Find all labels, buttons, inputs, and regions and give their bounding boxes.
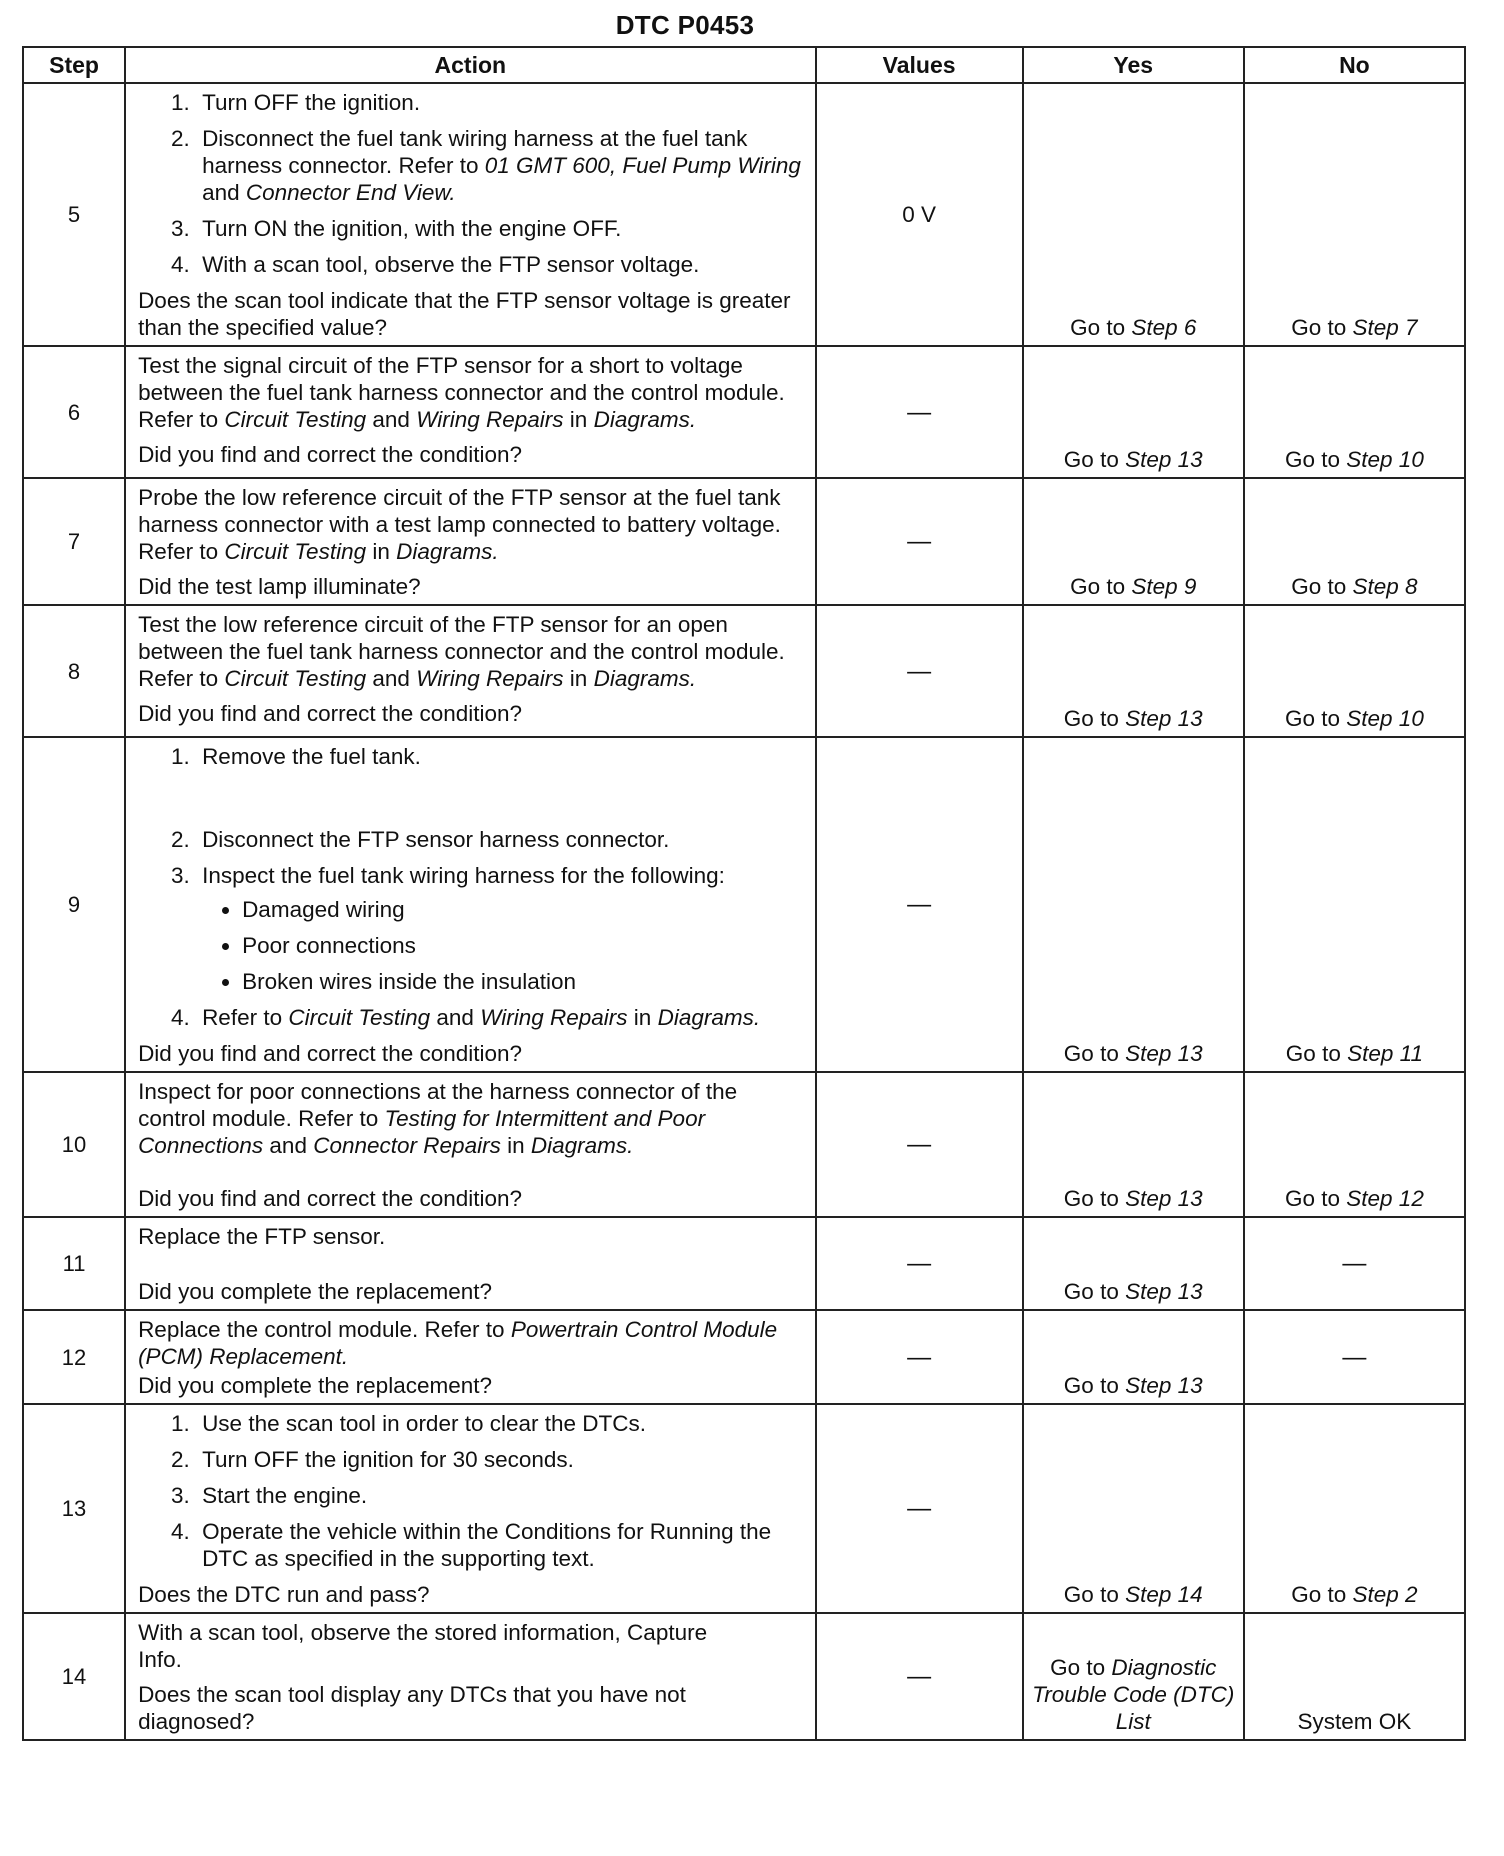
- value-cell: —: [816, 1613, 1023, 1740]
- no-cell: System OK: [1244, 1613, 1465, 1740]
- table-row-step-7: [23, 478, 1465, 605]
- action-text: Test the signal circuit of the FTP sensor for a short to voltage between the fuel tank harness connector and the control module. Refer to Circuit Testing and Wiring Repairs in Diagrams.: [138, 353, 785, 432]
- action-text: Replace the FTP sensor.: [138, 1224, 386, 1249]
- list-item: • Broken wires inside the insulation: [242, 968, 806, 995]
- list-item: 1. Remove the fuel tank.: [196, 743, 806, 770]
- header-values: Values: [816, 47, 1023, 83]
- question-text: Does the scan tool display any DTCs that you have not diagnosed?: [138, 1682, 686, 1734]
- yes-cell: Go to Step 6: [1023, 83, 1244, 346]
- header-no: No: [1244, 47, 1465, 83]
- step-number: 5: [23, 83, 125, 346]
- no-cell: Go to Step 11: [1244, 737, 1465, 1072]
- step-number: 6: [23, 346, 125, 478]
- table-row-step-13: [23, 1404, 1465, 1613]
- step-link[interactable]: Step 8: [1352, 574, 1418, 599]
- yes-cell: Go to Step 13: [1023, 737, 1244, 1072]
- question-text: Does the DTC run and pass?: [138, 1582, 430, 1607]
- list-item: 4. Operate the vehicle within the Conditions for Running the DTC as specified in the supporting text.: [196, 1518, 806, 1572]
- table-row-step-12: [23, 1310, 1465, 1404]
- yes-cell: Go to Diagnostic Trouble Code (DTC) List: [1023, 1613, 1244, 1740]
- action-cell: [125, 605, 815, 737]
- action-cell: [125, 83, 815, 346]
- step-number: 9: [23, 737, 125, 1072]
- table-row-step-9: [23, 737, 1465, 1072]
- instruction-list: [138, 1410, 806, 1572]
- list-item: • Poor connections: [242, 932, 806, 959]
- step-number: 14: [23, 1613, 125, 1740]
- step-link[interactable]: Step 11: [1347, 1041, 1423, 1066]
- step-link[interactable]: Step 6: [1131, 315, 1197, 340]
- question-text: Did you find and correct the condition?: [138, 701, 523, 726]
- step-number: 8: [23, 605, 125, 737]
- step-link[interactable]: Step 2: [1352, 1582, 1418, 1607]
- step-number: 10: [23, 1072, 125, 1217]
- step-link[interactable]: Step 9: [1131, 574, 1197, 599]
- step-link[interactable]: Step 14: [1125, 1582, 1203, 1607]
- action-cell: [125, 1072, 815, 1217]
- header-step: Step: [23, 47, 125, 83]
- list-item: 1. Turn OFF the ignition.: [196, 89, 806, 116]
- action-cell: [125, 1310, 815, 1404]
- diagnostic-table: [22, 46, 1466, 1741]
- action-text: With a scan tool, observe the stored information, Capture Info.: [138, 1620, 708, 1672]
- question-text: Did you find and correct the condition?: [138, 1186, 523, 1211]
- list-item: 3. Start the engine.: [196, 1482, 806, 1509]
- step-link[interactable]: Diagnostic Trouble Code (DTC) List: [1032, 1655, 1235, 1734]
- header-yes: Yes: [1023, 47, 1244, 83]
- value-cell: —: [816, 1072, 1023, 1217]
- action-text: Inspect for poor connections at the harness connector of the control module. Refer to Testing for Intermittent and Poor Connections and Connector Repairs in Diagrams.: [138, 1079, 738, 1158]
- step-link[interactable]: Step 12: [1346, 1186, 1424, 1211]
- instruction-list: [138, 743, 806, 1031]
- list-item: 2. Disconnect the FTP sensor harness connector.: [196, 826, 806, 853]
- step-link[interactable]: Step 13: [1125, 1373, 1203, 1398]
- step-number: 13: [23, 1404, 125, 1613]
- bullet-list: [202, 896, 806, 995]
- list-item: • Damaged wiring: [242, 896, 806, 923]
- header-row: [23, 47, 1465, 83]
- list-item: 4. Refer to Circuit Testing and Wiring Repairs in Diagrams.: [196, 1004, 806, 1031]
- step-link[interactable]: Step 13: [1125, 1041, 1203, 1066]
- no-cell: Go to Step 10: [1244, 346, 1465, 478]
- no-cell: Go to Step 7: [1244, 83, 1465, 346]
- list-item: 1. Use the scan tool in order to clear the DTCs.: [196, 1410, 806, 1437]
- question-text: Did you find and correct the condition?: [138, 1041, 523, 1066]
- action-cell: [125, 1404, 815, 1613]
- action-text: Probe the low reference circuit of the FTP sensor at the fuel tank harness connector with a test lamp connected to battery voltage. Refer to Circuit Testing in Diagrams.: [138, 485, 781, 564]
- list-item: 3. Inspect the fuel tank wiring harness for the following: • Damaged wiring • Poor connections • Broken wires inside the insulation: [196, 862, 806, 995]
- no-cell: Go to Step 10: [1244, 605, 1465, 737]
- value-cell: —: [816, 1404, 1023, 1613]
- value-cell: —: [816, 605, 1023, 737]
- yes-cell: Go to Step 13: [1023, 1217, 1244, 1310]
- value-cell: —: [816, 346, 1023, 478]
- table-row-step-11: [23, 1217, 1465, 1310]
- value-cell: —: [816, 1310, 1023, 1404]
- page-title: DTC P0453: [615, 10, 755, 40]
- table-row-step-14: [23, 1613, 1465, 1740]
- yes-cell: Go to Step 14: [1023, 1404, 1244, 1613]
- yes-cell: Go to Step 13: [1023, 346, 1244, 478]
- question-text: Does the scan tool indicate that the FTP sensor voltage is greater than the specified value?: [138, 288, 791, 340]
- table-row-step-10: [23, 1072, 1465, 1217]
- table-row-step-6: [23, 346, 1465, 478]
- step-number: 12: [23, 1310, 125, 1404]
- step-link[interactable]: Step 13: [1125, 706, 1203, 731]
- list-item: 2. Disconnect the fuel tank wiring harness at the fuel tank harness connector. Refer to 01 GMT 600, Fuel Pump Wiring and Connector End View.: [196, 125, 806, 206]
- step-link[interactable]: Step 10: [1346, 706, 1424, 731]
- step-link[interactable]: Step 7: [1352, 315, 1418, 340]
- question-text: Did you complete the replacement?: [138, 1373, 493, 1398]
- action-cell: [125, 478, 815, 605]
- step-number: 7: [23, 478, 125, 605]
- yes-cell: Go to Step 9: [1023, 478, 1244, 605]
- action-text: Test the low reference circuit of the FTP sensor for an open between the fuel tank harness connector and the control module. Refer to Circuit Testing and Wiring Repairs in Diagrams.: [138, 612, 785, 691]
- table-row-step-5: [23, 83, 1465, 346]
- step-link[interactable]: Step 10: [1346, 447, 1424, 472]
- value-cell: 0 V: [816, 83, 1023, 346]
- no-cell: Go to Step 2: [1244, 1404, 1465, 1613]
- question-text: Did the test lamp illuminate?: [138, 574, 421, 599]
- step-link[interactable]: Step 13: [1125, 447, 1203, 472]
- list-item: 3. Turn ON the ignition, with the engine OFF.: [196, 215, 806, 242]
- action-cell: [125, 1613, 815, 1740]
- action-cell: [125, 346, 815, 478]
- list-item: 4. With a scan tool, observe the FTP sensor voltage.: [196, 251, 806, 278]
- action-cell: [125, 1217, 815, 1310]
- table-row-step-8: [23, 605, 1465, 737]
- value-cell: —: [816, 1217, 1023, 1310]
- step-number: 11: [23, 1217, 125, 1310]
- action-cell: [125, 737, 815, 1072]
- value-cell: —: [816, 478, 1023, 605]
- yes-cell: Go to Step 13: [1023, 1072, 1244, 1217]
- no-cell: —: [1244, 1310, 1465, 1404]
- no-cell: Go to Step 12: [1244, 1072, 1465, 1217]
- value-cell: —: [816, 737, 1023, 1072]
- no-cell: —: [1244, 1217, 1465, 1310]
- instruction-list: [138, 89, 806, 278]
- question-text: Did you find and correct the condition?: [138, 442, 523, 467]
- action-text: Replace the control module. Refer to Powertrain Control Module (PCM) Replacement.: [138, 1317, 778, 1369]
- header-action: Action: [125, 47, 815, 83]
- list-item: 2. Turn OFF the ignition for 30 seconds.: [196, 1446, 806, 1473]
- question-text: Did you complete the replacement?: [138, 1279, 493, 1304]
- yes-cell: Go to Step 13: [1023, 605, 1244, 737]
- no-cell: Go to Step 8: [1244, 478, 1465, 605]
- step-link[interactable]: Step 13: [1125, 1186, 1203, 1211]
- step-link[interactable]: Step 13: [1125, 1279, 1203, 1304]
- yes-cell: Go to Step 13: [1023, 1310, 1244, 1404]
